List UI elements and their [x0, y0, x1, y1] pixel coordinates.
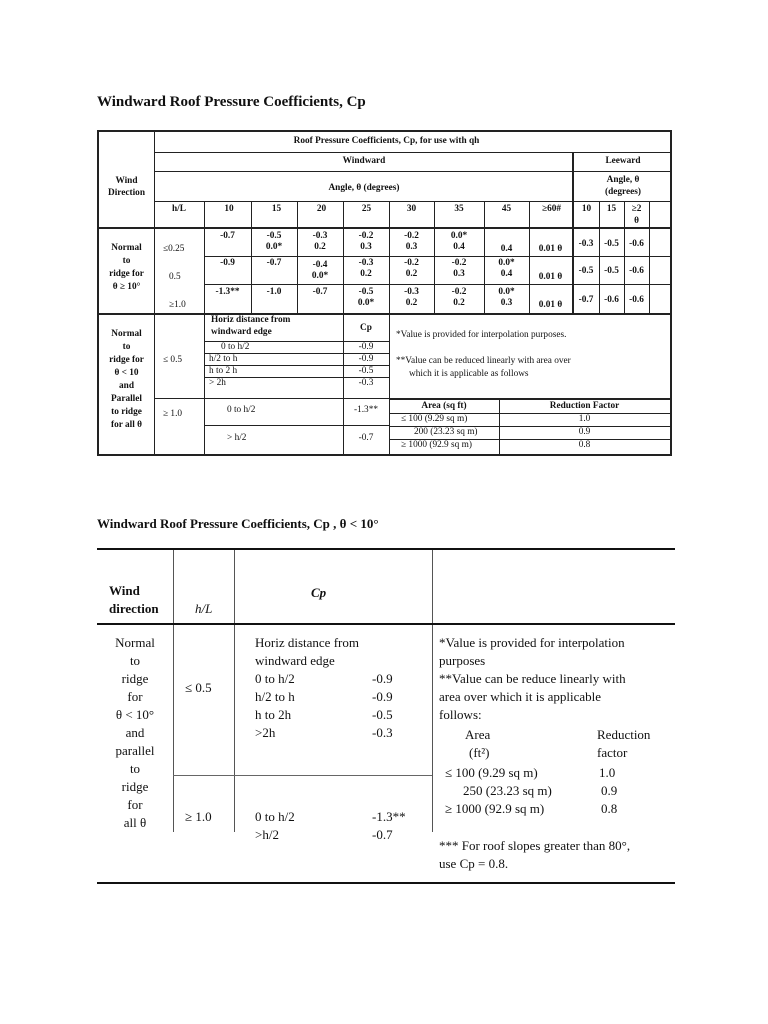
- leeward-value: -0.5: [604, 239, 619, 249]
- cp-value: 0.2: [360, 269, 372, 279]
- cp-value: 0.4: [500, 269, 513, 279]
- distance: 0 to h/2: [221, 342, 250, 352]
- leeward-value: -0.6: [629, 266, 644, 276]
- col-header-hl: h/L: [172, 204, 186, 214]
- row-label: ridge: [121, 671, 149, 686]
- distance-cp: -0.3: [372, 725, 393, 740]
- cp-value: -0.3: [358, 258, 374, 268]
- cp-value: -0.3: [404, 287, 419, 297]
- figure-2-table: [97, 548, 675, 884]
- cp-value: 0.3: [360, 242, 372, 252]
- row-label: for: [127, 689, 143, 704]
- figure-2-title: Windward Roof Pressure Coefficients, Cp , θ < 10°: [97, 516, 379, 531]
- hl-low: ≤ 0.5: [185, 680, 212, 695]
- distance-high: > h/2: [227, 433, 247, 443]
- col-header-45: 45: [501, 204, 512, 214]
- section2-label: θ < 10: [114, 368, 139, 378]
- cp-value: 0.3: [405, 242, 418, 252]
- horiz-header-2: windward edge: [255, 653, 335, 668]
- angle-header: Angle, θ (degrees): [328, 183, 400, 193]
- distance-high: >h/2: [255, 827, 279, 842]
- cp-value: -0.5: [358, 287, 374, 297]
- cp-header: Cp: [360, 323, 372, 333]
- distance-high-cp: -1.3**: [372, 809, 406, 824]
- distance-cp: -0.9: [372, 671, 393, 686]
- distance-cp: -0.9: [358, 342, 374, 352]
- distance-cp: -0.9: [358, 354, 374, 364]
- area-value: ≤ 100 (9.29 sq m): [401, 414, 468, 424]
- leeward-value: -0.5: [578, 266, 594, 276]
- reduction-header: Reduction Factor: [549, 401, 620, 411]
- reduction-header-1: Reduction: [597, 727, 651, 742]
- distance-cp: -0.5: [358, 366, 374, 376]
- cp-value: -0.2: [451, 287, 467, 297]
- normal-ridge-label-2: to: [122, 256, 131, 266]
- leeward-value: -0.6: [629, 295, 644, 305]
- distance: h to 2h: [255, 707, 292, 722]
- cp-value: 0.2: [405, 269, 418, 279]
- row-label: parallel: [115, 743, 155, 758]
- area-value: ≥ 1000 (92.9 sq m): [445, 801, 545, 816]
- cp-value: -0.4: [312, 260, 328, 270]
- cp-value: -1.3**: [215, 287, 240, 297]
- row-label: all θ: [123, 815, 147, 830]
- row-label: and: [125, 725, 145, 740]
- col-header-wind: Wind: [109, 583, 140, 598]
- col-header-10: 10: [224, 204, 234, 214]
- note-interpolation: *Value is provided for interpolation purposes.: [396, 330, 567, 340]
- cp-value: -0.3: [312, 231, 328, 241]
- wind-direction-line-2: Direction: [107, 188, 145, 198]
- table-title: Roof Pressure Coefficients, Cp, for use with qh: [293, 136, 480, 146]
- reduction-value: 0.9: [578, 427, 591, 437]
- note-reduction-2: which it is applicable as follows: [409, 369, 529, 379]
- col-header-35: 35: [454, 204, 464, 214]
- hl-high: ≥ 1.0: [163, 409, 183, 419]
- cp-value: -0.2: [451, 258, 467, 268]
- cp-value: 0.3: [500, 298, 513, 308]
- cp-value: 0.0*: [498, 258, 515, 268]
- hl-value: ≤0.25: [163, 244, 185, 254]
- leeward-col-15: 15: [606, 204, 617, 214]
- leeward-value: -0.6: [629, 239, 644, 249]
- col-header-60: ≥60#: [541, 204, 562, 214]
- normal-ridge-label-4: θ ≥ 10°: [112, 282, 141, 292]
- cp-value: 0.01 θ: [538, 244, 563, 254]
- hl-high: ≥ 1.0: [185, 809, 212, 824]
- leeward-col-20-theta: θ: [634, 216, 639, 226]
- note-line: area over which it is applicable: [439, 689, 602, 704]
- area-value: 200 (23.23 sq m): [414, 427, 478, 437]
- wind-direction-line-1: Wind: [115, 176, 138, 186]
- windward-header: Windward: [342, 156, 386, 166]
- cp-value: 0.2: [405, 298, 418, 308]
- row-label: ridge: [121, 779, 149, 794]
- leeward-value: -0.7: [578, 295, 594, 305]
- section2-label: Parallel: [111, 394, 142, 404]
- distance: h to 2 h: [209, 366, 238, 376]
- note-slopes-1: *** For roof slopes greater than 80°,: [439, 838, 631, 853]
- cp-value: 0.0*: [357, 298, 375, 308]
- cp-value: 0.0*: [311, 271, 329, 281]
- section2-label: to ridge: [111, 407, 142, 417]
- note-line: *Value is provided for interpolation: [439, 635, 625, 650]
- normal-ridge-label-1: Normal: [111, 243, 142, 253]
- area-value: ≤ 100 (9.29 sq m): [445, 765, 538, 780]
- area-header-2: (ft²): [469, 745, 490, 760]
- cp-value: -0.2: [358, 231, 374, 241]
- distance: > 2h: [209, 378, 226, 388]
- cp-value: 0.0*: [498, 287, 515, 297]
- leeward-value: -0.5: [604, 266, 619, 276]
- col-header-direction: direction: [109, 601, 159, 616]
- reduction-value: 1.0: [599, 765, 616, 780]
- cp-value: -0.7: [312, 287, 328, 297]
- reduction-value: 0.9: [601, 783, 618, 798]
- distance-high-cp: -1.3**: [353, 405, 378, 415]
- row-label: to: [129, 653, 141, 668]
- section2-label: and: [119, 381, 134, 391]
- row-label: to: [129, 761, 141, 776]
- col-header-15: 15: [271, 204, 282, 214]
- distance-high-cp: -0.7: [358, 433, 374, 443]
- hl-value: ≥1.0: [169, 300, 186, 310]
- leeward-header: Leeward: [605, 156, 641, 166]
- horiz-header-2: windward edge: [211, 327, 272, 337]
- cp-value: -1.0: [266, 287, 282, 297]
- note-line: **Value can be reduce linearly with: [439, 671, 626, 686]
- hl-low: ≤ 0.5: [163, 355, 183, 365]
- row-label: for: [127, 797, 143, 812]
- horiz-header-1: Horiz distance from: [255, 635, 359, 650]
- cp-value: 0.01 θ: [538, 300, 563, 310]
- cp-value: -0.7: [220, 231, 235, 241]
- cp-value: -0.9: [220, 258, 235, 268]
- distance-high: 0 to h/2: [255, 809, 295, 824]
- reduction-value: 1.0: [578, 414, 591, 424]
- leeward-value: -0.3: [578, 239, 594, 249]
- cp-value: 0.3: [453, 269, 465, 279]
- cp-value: 0.4: [453, 242, 465, 252]
- figure-1-title: Windward Roof Pressure Coefficients, Cp: [97, 94, 366, 110]
- area-value: ≥ 1000 (92.9 sq m): [401, 440, 472, 450]
- reduction-header-2: factor: [597, 745, 628, 760]
- distance: h/2 to h: [255, 689, 295, 704]
- cp-value: 0.0*: [450, 231, 468, 241]
- cp-value: 0.4: [500, 244, 513, 254]
- note-reduction-1: **Value can be reduced linearly with area over: [396, 356, 571, 366]
- note-line: follows:: [439, 707, 482, 722]
- cp-value: 0.0*: [265, 242, 283, 252]
- section2-label: to: [122, 342, 131, 352]
- section2-label: Normal: [111, 329, 142, 339]
- area-header: Area (sq ft): [421, 401, 467, 411]
- cp-value: -0.5: [266, 231, 282, 241]
- horiz-header-1: Horiz distance from: [211, 315, 291, 325]
- section2-label: ridge for: [109, 355, 144, 365]
- leeward-angle-line-1: Angle, θ: [606, 175, 640, 185]
- cp-value: -0.2: [404, 258, 419, 268]
- leeward-angle-line-2: (degrees): [605, 187, 641, 197]
- reduction-value: 0.8: [601, 801, 618, 816]
- distance-high-cp: -0.7: [372, 827, 393, 842]
- row-label: θ < 10°: [115, 707, 155, 722]
- distance-cp: -0.9: [372, 689, 393, 704]
- distance: 0 to h/2: [255, 671, 295, 686]
- col-header-30: 30: [406, 204, 417, 214]
- leeward-col-10: 10: [581, 204, 592, 214]
- cp-value: -0.7: [266, 258, 282, 268]
- distance-high: 0 to h/2: [227, 405, 256, 415]
- col-header-20: 20: [316, 204, 327, 214]
- area-header-1: Area: [465, 727, 491, 742]
- figure-1-table: [97, 130, 672, 456]
- row-label: Normal: [115, 635, 155, 650]
- col-header-cp: Cp: [311, 585, 327, 600]
- col-header-hl: h/L: [195, 601, 213, 616]
- leeward-col-20: ≥2: [631, 204, 642, 214]
- cp-value: -0.2: [404, 231, 419, 241]
- cp-value: 0.01 θ: [538, 272, 563, 282]
- section2-label: for all θ: [110, 420, 143, 430]
- area-value: 250 (23.23 sq m): [463, 783, 552, 798]
- leeward-value: -0.6: [604, 295, 619, 305]
- cp-value: 0.2: [453, 298, 465, 308]
- distance-cp: -0.5: [372, 707, 393, 722]
- hl-value: 0.5: [169, 272, 181, 282]
- distance: h/2 to h: [209, 354, 238, 364]
- normal-ridge-label-3: ridge for: [109, 269, 144, 279]
- col-header-25: 25: [361, 204, 372, 214]
- reduction-value: 0.8: [578, 440, 591, 450]
- note-slopes-2: use Cp = 0.8.: [439, 856, 509, 871]
- note-line: purposes: [439, 653, 486, 668]
- distance: >2h: [255, 725, 276, 740]
- distance-cp: -0.3: [358, 378, 374, 388]
- cp-value: 0.2: [314, 242, 326, 252]
